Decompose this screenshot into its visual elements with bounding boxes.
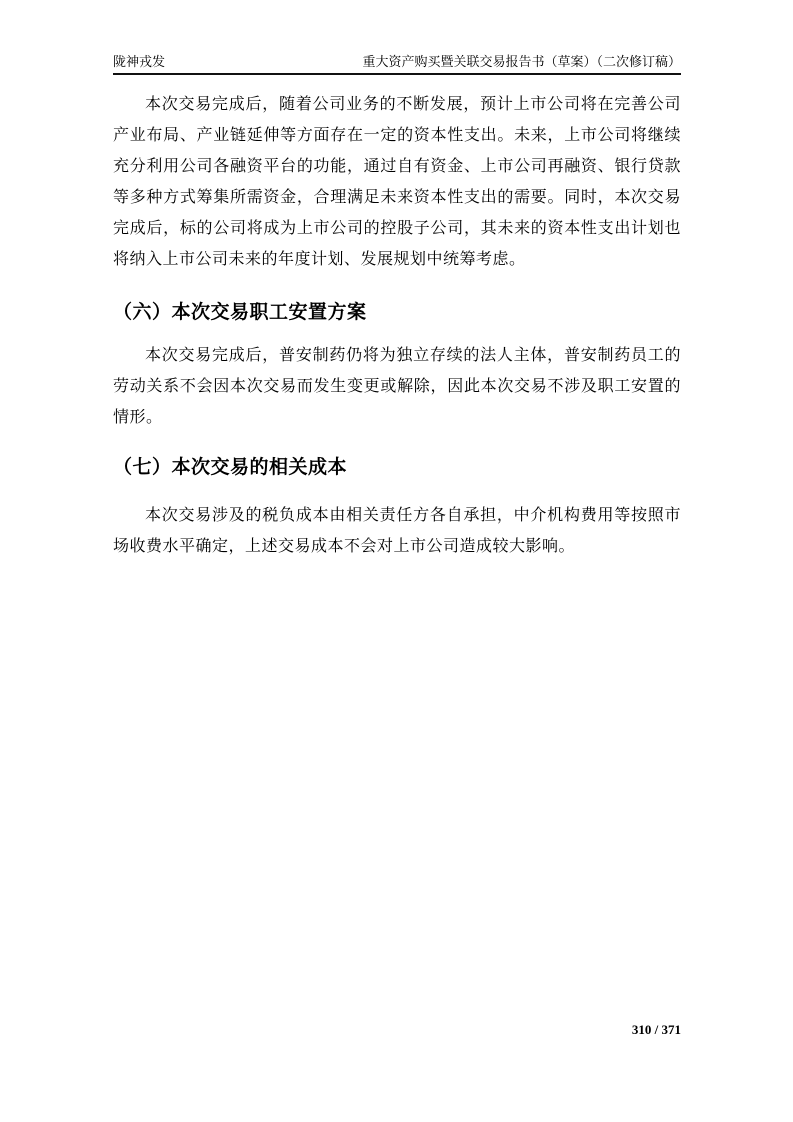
paragraph-capital-expenditure: 本次交易完成后，随着公司业务的不断发展，预计上市公司将在完善公司产业布局、产业链延伸等方面存在一定的资本性支出。未来，上市公司将继续充分利用公司各融资平台的功能，通过自有资金、上市公司再融资、银行贷款等多种方式筹集所需资金，合理满足未来资本性支出的需要。同时，本次交易完成后，标的公司将成为上市公司的控股子公司，其未来的资本性支出计划也将纳入上市公司未来的年度计划、发展规划中统筹考虑。 [113,96,681,268]
page-number: 310 / 371 [631,1022,681,1037]
header-company-name: 陇神戎发 [113,54,166,69]
section-heading-employee-placement: （六）本次交易职工安置方案 [113,302,367,323]
paragraph-transaction-costs: 本次交易涉及的税负成本由相关责任方各自承担，中介机构费用等按照市场收费水平确定，上述交易成本不会对上市公司造成较大影响。 [113,507,681,555]
section-heading-transaction-costs: （七）本次交易的相关成本 [113,457,348,478]
page-header [113,53,681,75]
paragraph-employee-placement: 本次交易完成后，普安制药仍将为独立存续的法人主体，普安制药员工的劳动关系不会因本次交易而发生变更或解除，因此本次交易不涉及职工安置的情形。 [113,347,681,426]
header-report-title: 重大资产购买暨关联交易报告书（草案）（二次修订稿） [362,54,681,69]
page-content [113,73,681,562]
page-footer [113,1022,681,1037]
